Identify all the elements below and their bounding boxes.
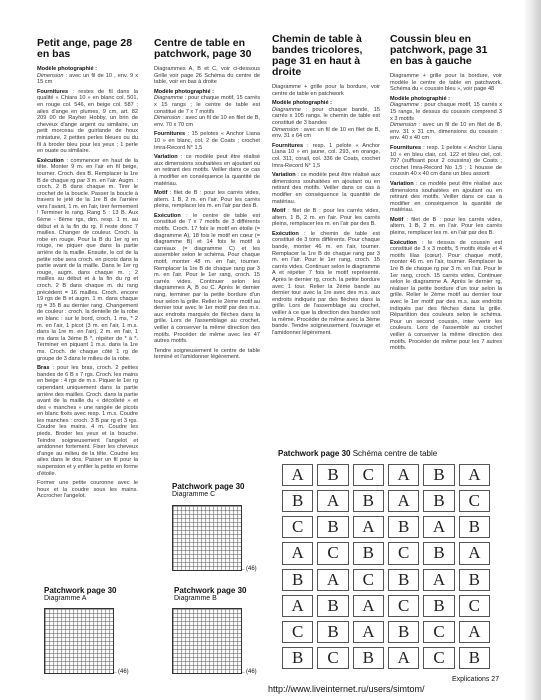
schema-cell: A [459, 464, 490, 486]
schema-cell: B [388, 516, 419, 538]
schema-cell: C [459, 490, 490, 512]
dimension-text: : avec un fil de 10 , env. 9 x 15 cm [37, 72, 138, 86]
schema-cell: B [317, 516, 348, 538]
schema-grid [282, 464, 490, 669]
intro-text: Diagrammes A, B et C, voir ci-dessous Grille voir page 26 Schéma du centre de table, voir en bas à droite [154, 66, 260, 86]
schema-cell: C [423, 621, 454, 643]
diagramme-text: : pour chaque motif, 15 carrés x 15 rangs, le dessus du coussin comprend 3 x 3 motifs [390, 102, 502, 122]
dimension-text: : avec un fil de 10 en filet de B, env. 70 x 70 cm [154, 115, 260, 128]
variation-text: : ce modèle peut être réalisé aux dimensions souhaitées en ajoutant ou en retirant des motifs. Veiller dans ce cas à modifier en conséquence la quantité de matériau. [154, 154, 260, 187]
schema-cell: A [423, 516, 454, 538]
diagramme-label: Diagramme [154, 95, 183, 102]
model-label: Modèle photographié : [390, 95, 450, 102]
fournitures-text: : resp. 1 pelote « Anchor Liana 10 » en jaune, col. 293, en orange, col. 311, corail, col. 336 de Coats, crochet Imra-Record N° 1,5 [272, 142, 380, 169]
final-text: Former une petite couronne avec le houx et la coudre sous les mains. Accrocher l'angelot. [37, 480, 138, 500]
dimension-label: Dimension [272, 126, 299, 133]
execution-text: : le chemin de table est constitué de 3 tons différents. Pour chaque bande, monter 46 m. en l'air, tourner. Remplacer la 1re B de chaque rang par 3 m. en l'air. Pour le 1er rang, croch. 15 carrés vides. Continuer selon le diagramme A et répéter 7 fois le motif représenté. Après le dernier rg, croch. la petite bordure avec 1 tour. Relier la 2ème bande au dernier tour avec la 1re avec des m.s. aux endroits indiqués par des flèches dans la grille. Lors de l'assemblage au crochet, veiller à ce que la direction des bandes soit la même. Procéder de même avec la 3ème bande. Tendre soigneusement l'ouvrage et l'amidonner légèrement. [272, 230, 380, 336]
schema-cell: B [317, 464, 348, 486]
fournitures-label: Fournitures [272, 142, 304, 149]
schema-cell: C [282, 516, 313, 538]
schema-cell: A [388, 647, 419, 669]
schema-cell: B [459, 647, 490, 669]
motif-text: : filet de B : pour les carrés vides, altern. 1 B, 2 m. en l'air. Pour les carrés pleins, remplacer les m. en l'air par des B. [272, 208, 380, 228]
final-text: Tendre soigneusement le centre de table terminé et l'amidonner légèrement. [154, 347, 260, 361]
schema-cell: C [423, 647, 454, 669]
fournitures-label: Fournitures [390, 144, 422, 151]
execution-text: : le centre de table est constitué de 7 x 7 motifs de 3 différents motifs. Croch. 17 fois le motif en étoile (= diagramme A), 18 fois le motif en cœur (= diagramme B) et 14 fois le motif à carreaux (= diagramme C) et les assembler selon le schéma. Pour chaque motif, monter 48 m. en l'air, tourner. Remplacer la 1re B de chaque rang par 3 m. en l'air. Pour le 1er rang, croch. 15 carrés vides. Continuer selon les diagrammes A, B ou C. Après le dernier rang, terminer par la petite bordure d'un tour selon la grille. Relier le 2ème motif au dernier tour avec le 1er motif par des m.s. aux endroits marqués de flèches dans la grille. Lors de l'assemblage au crochet, veiller à conserver la même direction des motifs. Procéder de même avec les 47 autres motifs. [154, 212, 260, 345]
diagram-b-grid [172, 608, 242, 674]
schema-cell: B [282, 569, 313, 591]
schema-subtitle: Schéma centre de table [352, 449, 438, 458]
dimension-label: Dimension [154, 115, 181, 122]
dimension-text: : avec un fil de 10 en filet de B, env. 31 x 31 cm, dimensions du coussin : env. 40 x 40 cm [390, 122, 502, 142]
schema-cell: C [317, 647, 348, 669]
schema-heading [278, 449, 437, 458]
schema-cell: B [423, 595, 454, 617]
schema-cell: A [353, 595, 384, 617]
execution-label: Exécution [390, 239, 417, 246]
intro-text: Diagramme + grille pour la bordure, voir modèle le centre de table en patchwork. Schéma du « coussin bleu », voir page 48 [390, 73, 502, 93]
motif-label: Motif [272, 208, 286, 215]
diagram-a-subtitle: Diagramme A [44, 595, 87, 602]
schema-cell: C [388, 595, 419, 617]
execution-text: : le dessus de coussin est constitué de 3 x 3 motifs, 5 motifs étoile et 4 motifs lilas (cœur). Pour chaque motif, monter 46 m. en l'air, tourner. Remplacer la 1re B de chaque rg par 3 m. en l'air. Pour le 1er rang, croch. 15 carrés vides. Continuer selon le diagramme A. Après le dernier rg, réaliser la petite bordure d'un tour selon la grille. Relier le 2ème motif au dernier tour avec le 1er motif par des m.s. aux endroits indiqués par des flèches dans la grille. Répartition des couleurs selon le schéma. Pour un second coussin, inter vertir les couleurs. Lors de l'assemble au crochet veiller à conserver la même direction des motifs. Procéder de même pour les 7 autres motifs. [390, 239, 502, 352]
schema-cell: B [317, 621, 348, 643]
execution-label: Exécution [272, 230, 299, 237]
diagram-c-grid [172, 505, 242, 571]
dimension-text: : avec un fil de 10 en filet de B, env. 31 x 64 cm [272, 126, 380, 140]
diagram-c-arrow: ←(46) [240, 566, 257, 572]
diagram-a-grid [44, 608, 114, 674]
schema-cell: B [353, 542, 384, 564]
diagram-a-arrow: ←(46) [112, 669, 129, 675]
fournitures-text: : 15 pelotes « Anchor Liana 10 » en blanc, col. 2 de Coats ; crochet Imra-Record N° 1,5 [154, 131, 260, 151]
dimension-label: Dimension [37, 72, 64, 79]
footer-url: http://www.liveinternet.ru/users/simtom/ [268, 684, 425, 694]
diagram-b-subtitle: Diagramme B [174, 595, 217, 602]
diagram-c-title: Patchwork page 30 [172, 482, 245, 491]
schema-cell: B [282, 647, 313, 669]
motif-text: : filet de B : pour les carrés vides, altern. 1 B, 2 m. en l'air. Pour les carrés pleins, remplacer les m. en l'air par des B. [390, 216, 502, 237]
schema-cell: B [282, 490, 313, 512]
variation-label: Variation [390, 180, 414, 187]
model-label: Modèle photographié : [272, 100, 332, 107]
fournitures-label: Fournitures [37, 88, 69, 95]
schema-cell: B [353, 490, 384, 512]
execution-text: : commencer en haut de la tête. Monter 9 m. en l'air en fil beige, tourner. Croch. des B. Remplacer la 1re B de chaque rg par 3 m. en l'air. Augm. : croch. 2 B dans chaque m. Tirer le crochet de la boucle. Passer la boucle à travers le jeté de la 1re B de l'arrière vers l'avant, 1 m. en l'air, tirer fermement ! Terminer le rang. Rang 5 : 13 B. Aux 6ème - 8ème rgs, dim. resp. 1 m. au début et à la fin du rg. Il reste donc 7 mailles. Changer de couleur. Croch. la robe en rouge. Pour la B du 1er rg en rouge, ne piquer que dans la partie arrière de la maille. Ensuite, le col de la petite robe sera croch. en picots dans la partie avant de la maille. Dans le 1er rg rouge, augm. dans chaque m. ; 2 mailles au début et à la fin du rg et croch. 2 B dans chaque m. du rang précédent = 16 mailles. Croch. encore 19 rgs de B et augm. 1 m. dans chaque rg = 35 B au dernier rang. Changement de couleur : croch. la dentelle de la robe en blanc : sur le bord, croch. 1 ms, * 2 m. en l'air, 1 picot (3 m. en l'air, 1 m.s. dans la 1re m. en l'air), 2 m. en l'air, 1 ms dans la 3ème B *, répéter de * à *. Terminer en piquant 1 m.s. dans la 1re ms. Croch. de chaque côté 1 rg de groupe de 3 dans le milieu de la robe. [37, 157, 138, 362]
schema-cell: C [459, 595, 490, 617]
schema-cell: A [317, 569, 348, 591]
diagram-b-title: Patchwork page 30 [174, 586, 247, 595]
variation-text: : ce modèle peut être réalisé aux dimensions souhaitées en ajoutant ou en retirant des motifs. Veiller dans ce cas à modifier en conséquence la quantité de matériau. [390, 180, 502, 214]
model-label: Modèle photographié : [154, 88, 214, 95]
diagramme-label: Diagramme [272, 106, 301, 113]
schema-cell: A [388, 490, 419, 512]
dimension-label: Dimension [390, 122, 417, 129]
title-coussin-bleu: Coussin bleu en patchwork, page 31 en bas à gauche [390, 33, 488, 67]
schema-cell: A [282, 542, 313, 564]
column-centre-table [154, 38, 260, 364]
schema-title: Patchwork page 30 [278, 449, 351, 458]
schema-cell: A [282, 595, 313, 617]
title-centre-table: Centre de table en patchwork, page 30 [154, 37, 252, 60]
diagram-c-heading [172, 482, 244, 499]
schema-cell: B [459, 516, 490, 538]
fournitures-text: : restes de fil dans la qualité « Chiara 10 » en blanc col. 501, en rouge col. 546, en beige col. 587 ; ailes d'ange en plumes, 9 cm, art. 82 209 00 de Rayher Hobby, un brin de cheveux d'ange argent ou similaire, un petit morceau de guirlande de houx miniature, 2 petites perles bleues ou du fil à broder bleu pour les yeux ; 1 perle en ouate ou similaire. [37, 88, 138, 155]
bras-label: Bras [37, 365, 50, 372]
diagram-b-arrow-label: (46) [246, 669, 257, 675]
variation-text: : ce modèle peut être réalisé aux dimensions souhaitées en ajoutant ou en retirant des motifs. Veiller dans ce cas à modifier en conséquence la quantité de matériau. [272, 172, 380, 205]
fournitures-text: : resp. 1 pelote « Anchor Liana 10 » en bleu clair, col. 122 et bleu ciel, col. 797 (suffisant pour 2 coussins) de Coats ; crochet Imra-Record No 1,5 ; 1 housse de coussin 40 x 40 cm dans un bleu assorti [390, 144, 502, 178]
diagram-c-subtitle: Diagramme C [172, 491, 216, 498]
title-petit-ange: Petit ange, page 28 en bas [37, 37, 133, 60]
motif-label: Motif [154, 190, 168, 197]
execution-label: Exécution [154, 212, 181, 219]
diagram-a-arrow-label: (46) [118, 669, 129, 675]
schema-cell: B [388, 569, 419, 591]
column-petit-ange [37, 38, 138, 503]
schema-cell: C [353, 569, 384, 591]
motif-text: : filet de B : pour les carrés vides, altern. 1 B, 2 m. en l'air. Pour les carrés pleins, remplacer les m. en l'air par des B. [154, 190, 260, 210]
schema-cell: B [353, 647, 384, 669]
schema-cell: B [423, 490, 454, 512]
schema-cell: A [423, 569, 454, 591]
page-edge [523, 0, 541, 700]
fournitures-label: Fournitures [154, 131, 186, 138]
diagram-b-heading [174, 586, 246, 603]
diagram-a-title: Patchwork page 30 [44, 586, 117, 595]
bras-text: : pour les bras, croch. 2 petites bandes de 6 B x 7 rgs. Croch. les mains en beige : 4 rgs de m.s. Piquer le 1er rg cependant uniquement dans la partie arrière des mailles. Croch. dans la partie avant de la maille du « décolleté » et des « manches » une rangée de picots en blanc fixés avec resp. 1 m.s. Coudre les manches : croch. 3 B par rg et 3 rgs. Coudre les mains. 4 m. Coudre les pieds. Broder les yeux et la bouche. Teindre soigneusement l'angelot et amidonner fortement. Fixer les cheveux d'ange au milieu de la tête. Coudre les ailes dans le dos. Passer un fil pour la suspension et y enfiler la petite en forme d'étoile. [37, 365, 138, 477]
title-chemin-table: Chemin de table à bandes tricolores, page 31 en haut à droite [272, 33, 363, 78]
schema-cell: A [459, 542, 490, 564]
schema-cell: B [388, 621, 419, 643]
diagram-c-arrow-label: (46) [246, 566, 257, 572]
motif-label: Motif [390, 216, 404, 223]
schema-cell: C [282, 621, 313, 643]
column-chemin-table [272, 34, 380, 339]
diagramme-label: Diagramme [390, 102, 419, 109]
diagram-b-arrow: ←(46) [240, 669, 257, 675]
schema-cell: B [423, 542, 454, 564]
diagramme-text: : pour chaque bande, 15 carrés x 105 rangs. le chemin de table est constitué de 3 bandes [272, 106, 380, 126]
schema-cell: A [353, 516, 384, 538]
page-number: Explications 27 [452, 676, 500, 683]
schema-cell: C [317, 542, 348, 564]
model-label: Modèle photographié : [37, 66, 97, 72]
diagramme-text: : pour chaque motif, 15 carrés x 15 rangs ; le centre de table est constitué de 7 x 7 motifs [154, 95, 260, 115]
schema-cell: A [282, 464, 313, 486]
diagram-a-heading [44, 586, 116, 603]
intro-text: Diagramme + grille pour la bordure, voir centre de table en patchwork [272, 84, 380, 97]
schema-cell: A [353, 621, 384, 643]
column-coussin-bleu [390, 34, 502, 355]
schema-cell: A [317, 490, 348, 512]
schema-cell: B [423, 464, 454, 486]
schema-cell: B [459, 569, 490, 591]
schema-cell: C [353, 464, 384, 486]
variation-label: Variation [154, 154, 178, 161]
variation-label: Variation [272, 172, 296, 179]
schema-cell: B [317, 595, 348, 617]
schema-cell: A [459, 621, 490, 643]
schema-cell: C [388, 542, 419, 564]
schema-cell: A [388, 464, 419, 486]
execution-label: Exécution [37, 157, 64, 164]
